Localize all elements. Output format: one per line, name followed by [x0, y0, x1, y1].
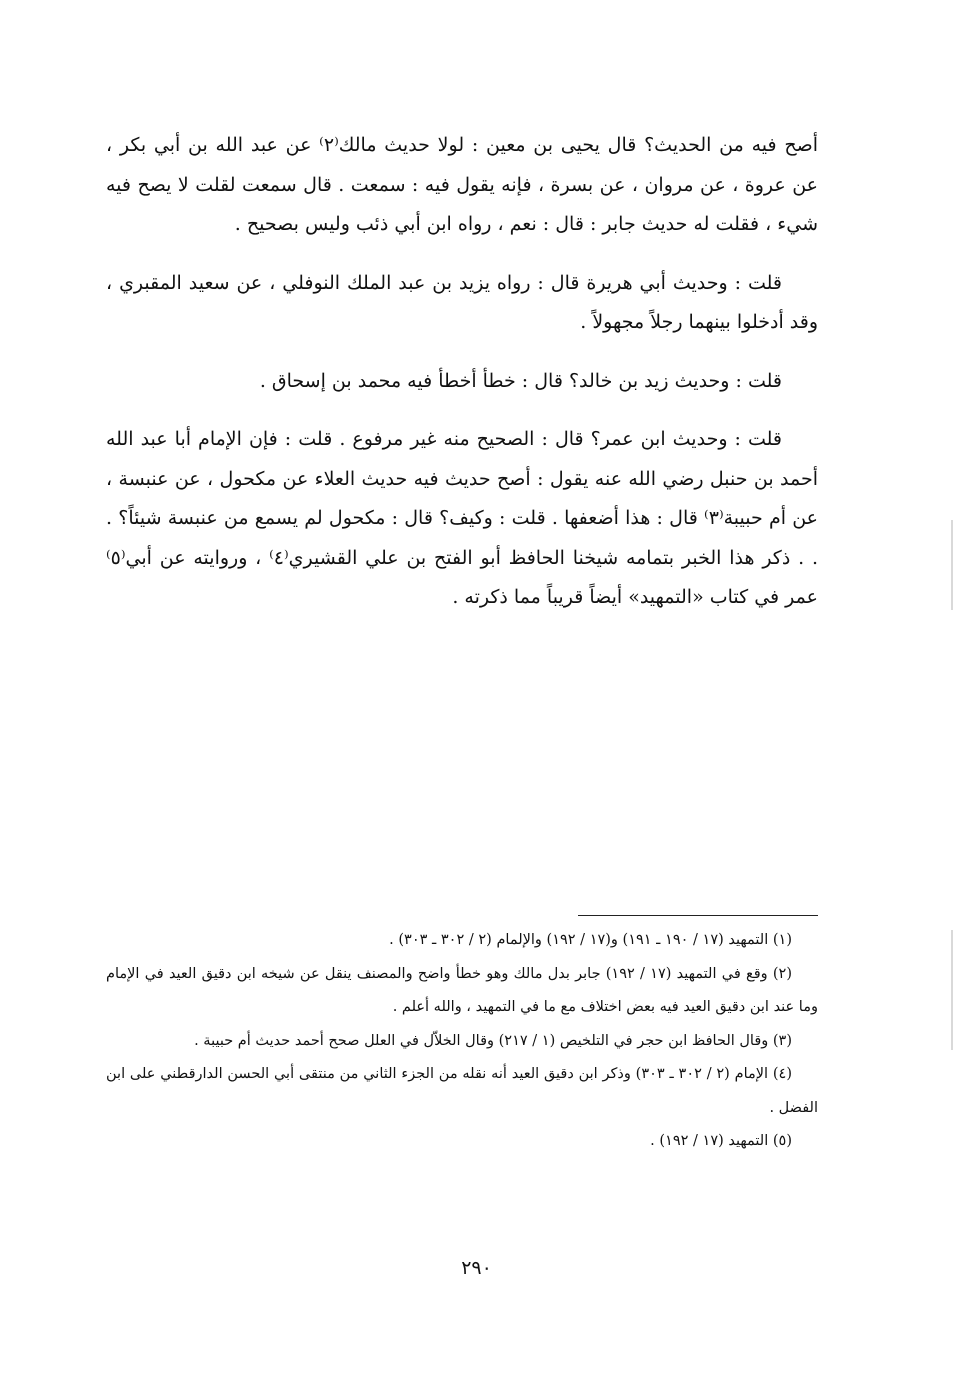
footnote-3: (٣) وقال الحافظ ابن حجر في التلخيص (١ / ٢١٧) وقال الخلاّل في العلل صحح أحمد حديث أم حبيبة . — [194, 1032, 792, 1049]
footnote-separator — [578, 915, 818, 916]
footnote-2: (٢) وقع في التمهيد (١٧ / ١٩٢) جابر بدل مالك وهو خطأ واضح والمصنف ينقل عن شيخه ابن دقيق العيد في الإمام وما عند ابن دقيق العيد فيه بعض اختلاف مع ما في التمهيد ، والله أعلم . — [106, 965, 818, 1015]
paragraph-continued: أصح فيه من الحديث؟ قال يحيى بن معين : لولا حديث مالك⁽٢⁾ عن عبد الله بن أبي بكر ، عن عروة ، عن مروان ، عن بسرة ، فإنه يقول فيه : سمعت . قال سمعت لقلت لا يصح فيه شيء ، فقلت له حديث جابر : قال : نعم ، رواه ابن أبي ذئب وليس بصحيح . — [106, 134, 818, 235]
page-number: ٢٩٠ — [461, 1257, 492, 1279]
footnotes — [106, 924, 818, 1159]
paragraph-abu-hurayra: قلت : وحديث أبي هريرة قال : رواه يزيد بن عبد الملك النوفلي ، عن سعيد المقبري ، وقد أدخلوا بينهما رجلاً مجهولاً . — [106, 271, 818, 333]
main-text — [106, 126, 818, 637]
footnote-1: (١) التمهيد (١٧ / ١٩٠ ـ ١٩١) و(١٧ / ١٩٢) والإلمام (٢ / ٣٠٢ ـ ٣٠٣) . — [389, 932, 792, 948]
footnote-4: (٤) الإمام (٢ / ٣٠٢ ـ ٣٠٣) وذكر ابن دقيق العيد أنه نقله من الجزء الثاني من منتقى أبي الحسن الدارقطني على ابن الفضل . — [106, 1066, 818, 1116]
paragraph-ibn-umar: قلت : وحديث ابن عمر؟ قال : الصحيح منه غير مرفوع . قلت : فإن الإمام أبا عبد الله أحمد بن حنبل رضي الله عنه يقول : أصح حديث فيه حديث العلاء عن مكحول ، عن عنبسة ، عن أم حبيبة⁽٣⁾ قال : هذا أضعفها . قلت : وكيف؟ قال : مكحول لم يسمع من عنبسة شيئاً؟ . . . ذكر هذا الخبر بتمامه شيخنا الحافظ أبو الفتح بن علي القشيري⁽٤⁾ ، وروايته عن أبي⁽٥⁾ عمر في كتاب «التمهيد» أيضاً قريباً مما ذكرته . — [106, 428, 818, 608]
footnote-5: (٥) التمهيد (١٧ / ١٩٢) . — [650, 1133, 792, 1149]
paragraph-zayd-ibn-khalid: قلت : وحديث زيد بن خالد؟ قال : خطأ أخطأ فيه محمد بن إسحاق . — [259, 369, 782, 392]
